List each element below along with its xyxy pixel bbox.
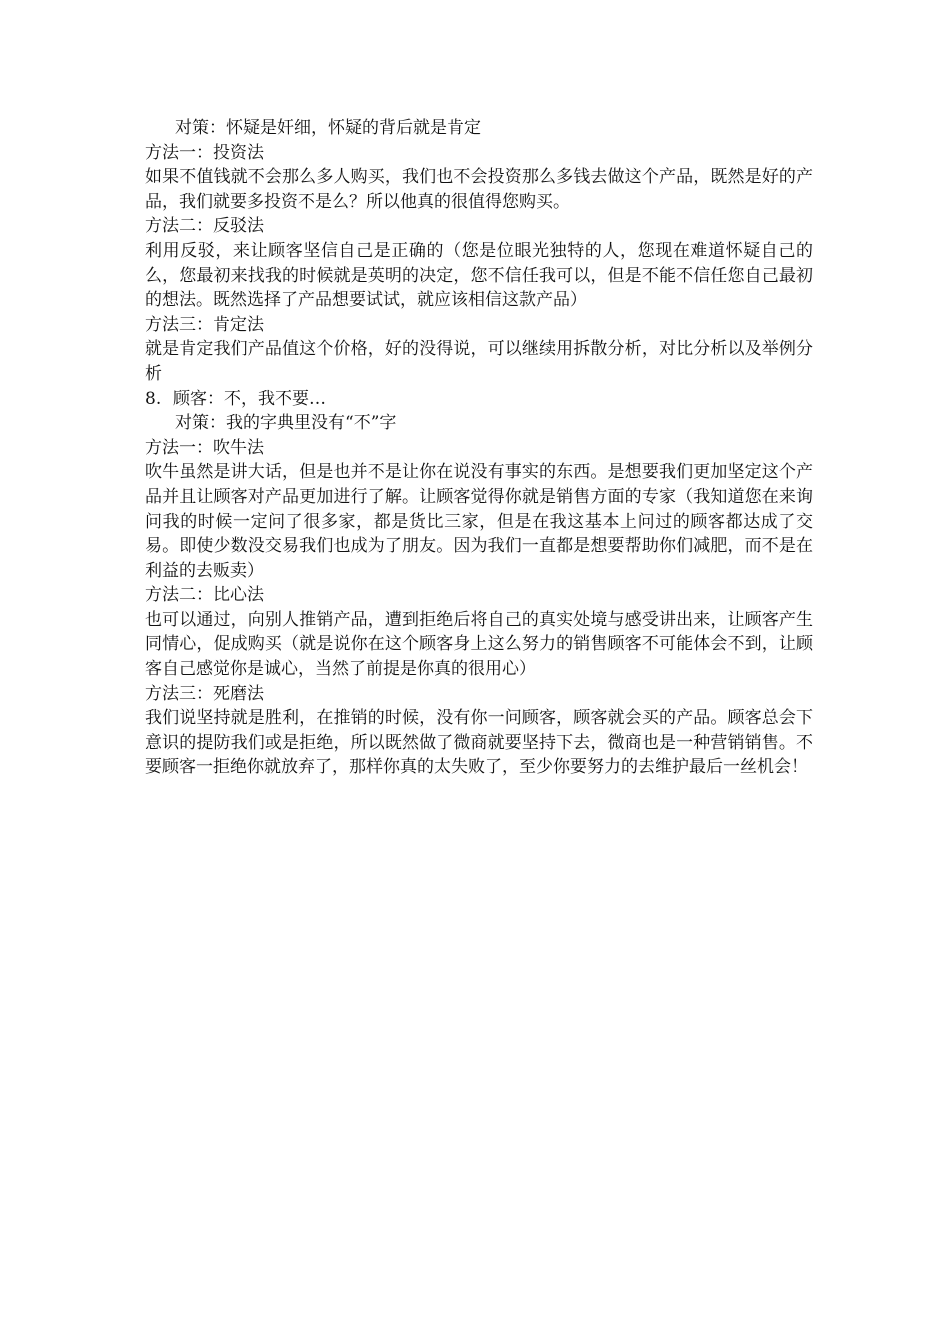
item-number: 8. [145,388,162,409]
method-heading: 方法三：死磨法 [145,683,264,704]
numbered-item [145,387,813,412]
countermeasure-heading: 对策：怀疑是奸细，怀疑的背后就是肯定 [175,118,481,138]
method-paragraph: 利用反驳，来让顾客坚信自己是正确的（您是位眼光独特的人，您现在难道怀疑自己的么，您最初来找我的时候就是英明的决定，您不信任我可以，但是不能不信任您自己最初的想法。既然选择了产品想要试试，就应该相信这款产品） [145,240,813,311]
method-heading: 方法一：投资法 [145,142,264,163]
document-body [145,116,813,780]
method-heading: 方法二：反驳法 [145,216,264,237]
countermeasure-heading: 对策：我的字典里没有“不”字 [175,413,397,434]
method-heading: 方法三：肯定法 [145,314,264,335]
method-heading: 方法一：吹牛法 [145,437,264,458]
method-paragraph: 就是肯定我们产品值这个价格，好的没得说，可以继续用拆散分析，对比分析以及举例分析 [145,339,813,384]
item-text: 顾客：不，我不要… [173,388,326,409]
method-paragraph: 吹牛虽然是讲大话，但是也并不是让你在说没有事实的东西。是想要我们更加坚定这个产品并且让顾客对产品更加进行了解。让顾客觉得你就是销售方面的专家（我知道您在来询问我的时候一定问了很多家，都是货比三家，但是在我这基本上问过的顾客都达成了交易。即使少数没交易我们也成为了朋友。因为我们一直都是想要帮助你们减肥，而不是在利益的去贩卖） [145,462,813,581]
method-paragraph: 如果不值钱就不会那么多人购买，我们也不会投资那么多钱去做这个产品，既然是好的产品，我们就要多投资不是么？所以他真的很值得您购买。 [145,167,813,212]
method-heading: 方法二：比心法 [145,585,264,606]
method-paragraph: 也可以通过，向别人推销产品，遭到拒绝后将自己的真实处境与感受讲出来，让顾客产生同情心，促成购买（就是说你在这个顾客身上这么努力的销售顾客不可能体会不到，让顾客自己感觉你是诚心，当然了前提是你真的很用心） [145,609,813,680]
method-paragraph: 我们说坚持就是胜利，在推销的时候，没有你一问顾客，顾客就会买的产品。顾客总会下意识的提防我们或是拒绝，所以既然做了微商就要坚持下去，微商也是一种营销销售。不要顾客一拒绝你就放弃了，那样你真的太失败了，至少你要努力的去维护最后一丝机会！ [145,708,813,778]
